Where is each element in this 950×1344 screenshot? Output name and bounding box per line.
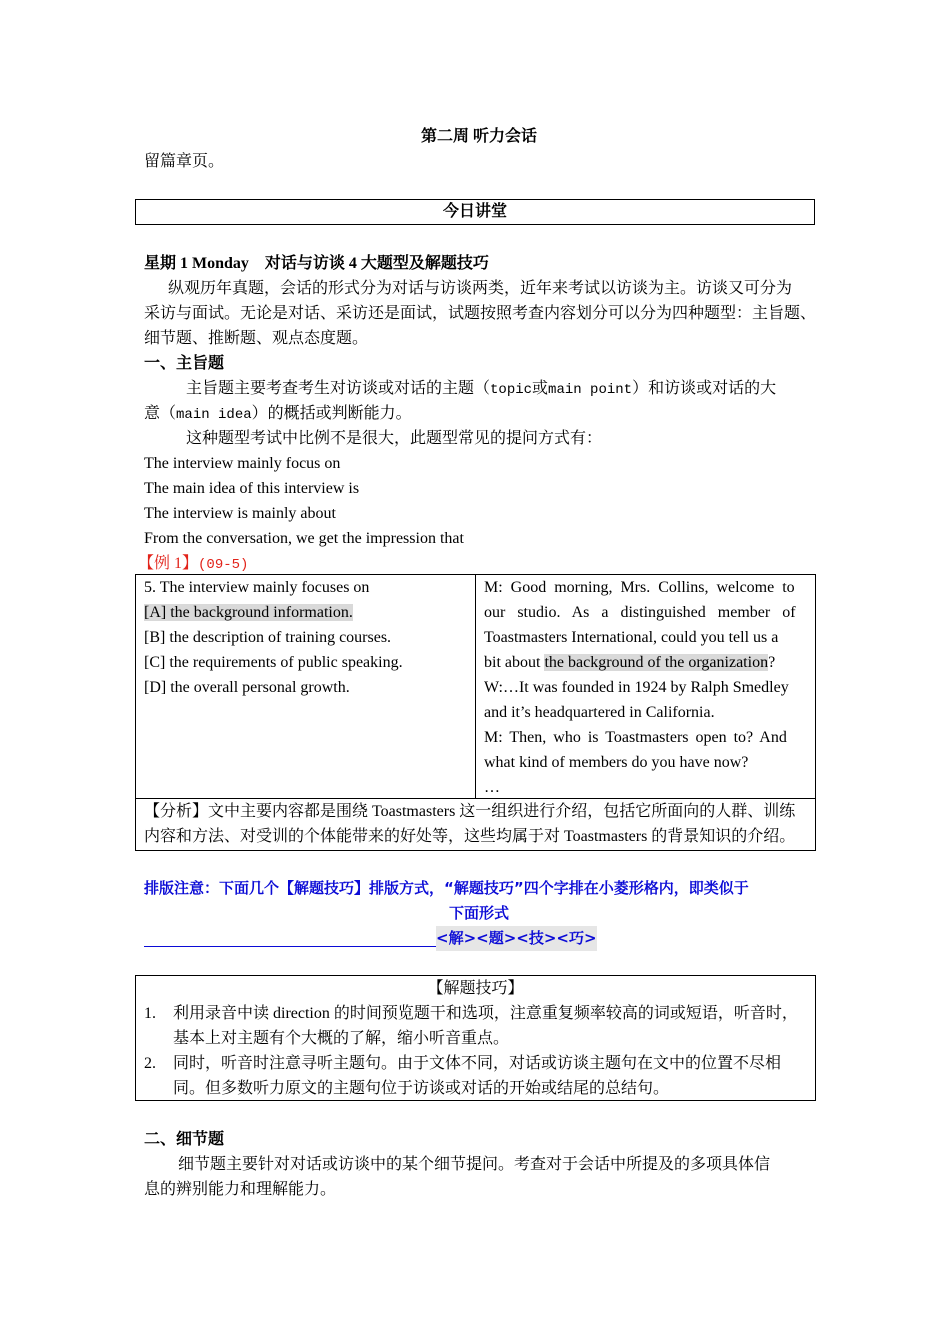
dialogue-line: W:…It was founded in 1924 by Ralph Smedley bbox=[484, 679, 789, 696]
intro-line-3: 细节题、推断题、观点态度题。 bbox=[144, 330, 369, 347]
dialogue-highlight: the background of the organization bbox=[544, 654, 769, 671]
part2-heading: 二、细节题 bbox=[144, 1131, 225, 1148]
intro-line-1: 纵观历年真题，会话的形式分为对话与访谈两类，近年来考试以访谈为主。访谈又可分为 bbox=[168, 280, 793, 297]
dialogue-line: M: Good morning, Mrs. Collins, welcome to bbox=[484, 579, 795, 596]
lesson-topic: 对话与访谈 4 大题型及解题技巧 bbox=[264, 255, 489, 272]
dialogue-line: Toastmasters International, could you tell us a bbox=[484, 629, 779, 646]
section-box bbox=[135, 199, 815, 225]
section-box-title: 今日讲堂 bbox=[442, 203, 507, 220]
option-b: [B] the description of training courses. bbox=[144, 629, 392, 646]
dialogue-cell bbox=[484, 575, 806, 800]
example-label: 【例 1】(09-5) bbox=[138, 555, 249, 573]
dialogue-line: bit about the background of the organization? bbox=[484, 654, 776, 671]
part1-desc-line-1: 主旨题主要考查考生对访谈或对话的主题（topic或main point）和访谈或对话的大 bbox=[186, 380, 777, 398]
question-form-1: The interview mainly focus on bbox=[144, 455, 341, 472]
analysis-line-1: 【分析】文中主要内容都是围绕 Toastmasters 这一组织进行介绍，包括它所面向的人群、训练 bbox=[144, 803, 796, 820]
lesson-day: 星期 1 Monday bbox=[144, 255, 249, 272]
tips-box bbox=[135, 975, 816, 1101]
page-title: 第二周 听力会话 bbox=[420, 128, 537, 145]
table-divider-vertical bbox=[475, 575, 476, 798]
tip-2-line-2: 同。但多数听力原文的主题句位于访谈或对话的开始或结尾的总结句。 bbox=[173, 1080, 670, 1097]
layout-note-line-1: 排版注意：下面几个【解题技巧】排版方式，“解题技巧”四个字排在小菱形格内，即类似于 bbox=[144, 879, 749, 897]
option-a: [A] the background information. bbox=[144, 604, 353, 621]
part1-ratio-line: 这种题型考试中比例不是很大，此题型常见的提问方式有： bbox=[186, 430, 603, 447]
question-cell bbox=[144, 575, 472, 700]
intro-line-2: 采访与面试。无论是对话、采访还是面试，试题按照考查内容划分可以分为四种题型：主旨题、 bbox=[144, 305, 817, 322]
question-form-2: The main idea of this interview is bbox=[144, 480, 360, 497]
option-c: [C] the requirements of public speaking. bbox=[144, 654, 403, 671]
example-table bbox=[135, 574, 816, 851]
dialogue-line: our studio. As a distinguished member of bbox=[484, 604, 796, 621]
option-d: [D] the overall personal growth. bbox=[144, 679, 350, 696]
dialogue-line: what kind of members do you have now? bbox=[484, 754, 749, 771]
question-text: 5. The interview mainly focuses on bbox=[144, 579, 370, 596]
layout-note-line-2: 下面形式 bbox=[448, 904, 509, 922]
diamond-cells-sample: <解><题><技><巧> bbox=[436, 926, 597, 951]
question-form-3: The interview is mainly about bbox=[144, 505, 336, 522]
tip-1-line-2: 基本上对主题有个大概的了解，缩小听音重点。 bbox=[173, 1030, 510, 1047]
lesson-heading bbox=[144, 251, 814, 276]
tips-title: 【解题技巧】 bbox=[427, 980, 524, 997]
dialogue-line: M: Then, who is Toastmasters open to? And bbox=[484, 729, 787, 746]
part2-desc-line-1: 细节题主要针对对话或访谈中的某个细节提问。考查对于会话中所提及的多项具体信 bbox=[178, 1156, 771, 1173]
analysis-line-2: 内容和方法、对受训的个体能带来的好处等，这些均属于对 Toastmasters 的背景知识的介绍。 bbox=[144, 828, 796, 845]
part1-desc-line-2: 意（main idea）的概括或判断能力。 bbox=[144, 405, 412, 423]
part1-heading: 一、主旨题 bbox=[144, 355, 225, 372]
dialogue-ellipsis: … bbox=[484, 779, 500, 796]
tip-1-number: 1. bbox=[144, 1005, 156, 1022]
part2-desc-line-2: 息的辨别能力和理解能力。 bbox=[144, 1181, 337, 1198]
subtitle: 留篇章页。 bbox=[144, 153, 225, 170]
tip-2-line-1: 同时，听音时注意寻听主题句。由于文体不同，对话或访谈主题句在文中的位置不尽相 bbox=[173, 1055, 782, 1072]
tip-2-number: 2. bbox=[144, 1055, 156, 1072]
question-form-4: From the conversation, we get the impression that bbox=[144, 530, 464, 547]
analysis-cell bbox=[144, 799, 814, 849]
tip-1-line-1: 利用录音中读 direction 的时间预览题干和选项，注意重复频率较高的词或短语，听音时， bbox=[173, 1005, 798, 1022]
dialogue-line: and it’s headquartered in California. bbox=[484, 704, 715, 721]
